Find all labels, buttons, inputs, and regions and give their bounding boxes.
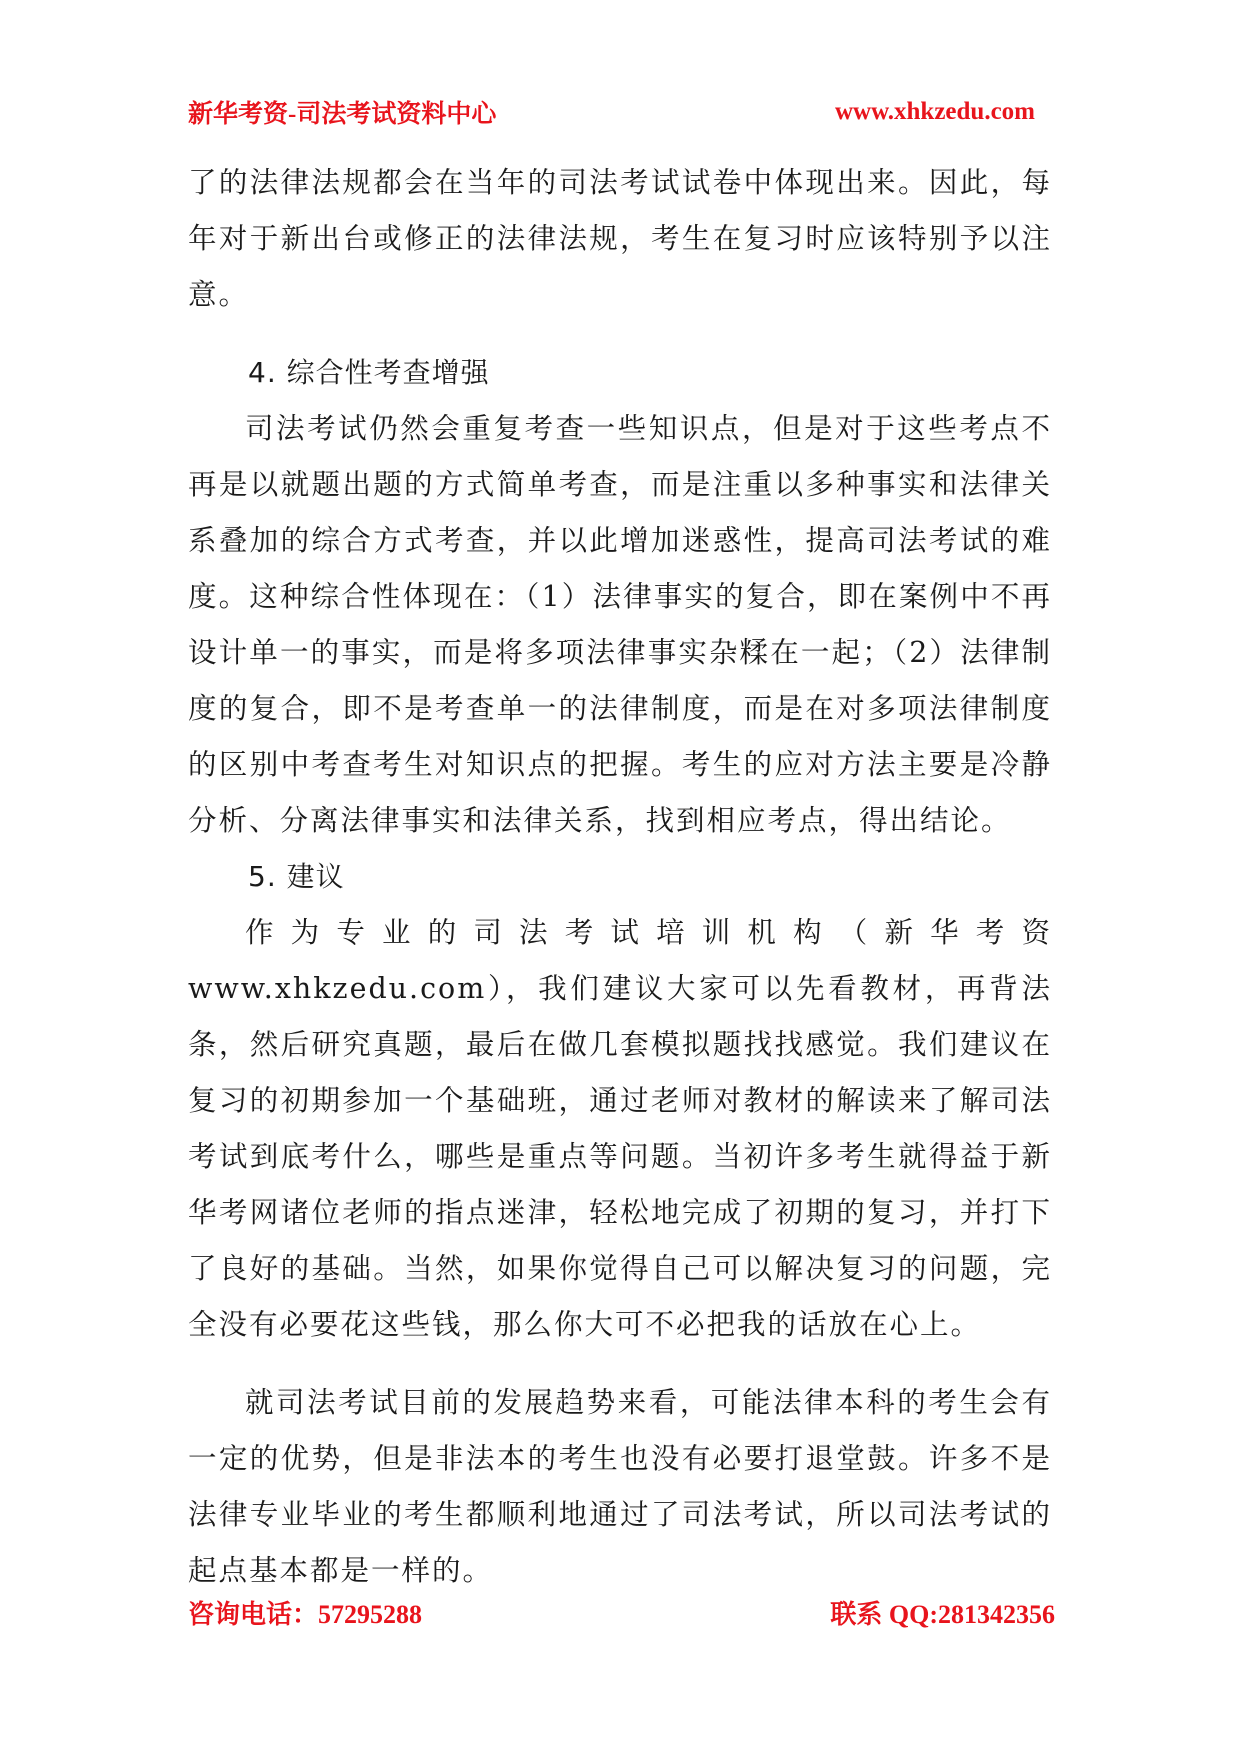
page-header [188,92,1035,132]
page-footer [188,1592,1055,1632]
header-url: www.xhkzedu.com [834,98,1035,125]
section-4-paragraph: 司法考试仍然会重复考查一些知识点，但是对于这些考点不再是以就题出题的方式简单考查，而是注重以多种事实和法律关系叠加的综合方式考查，并以此增加迷惑性，提高司法考试的难度。这种综合性体现在：（1）法律事实的复合，即在案例中不再设计单一的事实，而是将多项法律事实杂糅在一起；（2）法律制度的复合，即不是考查单一的法律制度，而是在对多项法律制度的区别中考查考生对知识点的把握。考生的应对方法主要是冷静分析、分离法律事实和法律关系，找到相应考点，得出结论。 [188,412,1052,837]
header-title: 新华考资-司法考试资料中心 [188,101,497,128]
document-body [188,155,1052,1599]
section-5-paragraph-2: 就司法考试目前的发展趋势来看，可能法律本科的考生会有一定的优势，但是非法本的考生也没有必要打退堂鼓。许多不是法律专业毕业的考生都顺利地通过了司法考试，所以司法考试的起点基本都是一样的。 [188,1386,1052,1587]
section-5-paragraph-1: 作为专业的司法考试培训机构（新华考资www.xhkzedu.com），我们建议大家可以先看教材，再背法条，然后研究真题，最后在做几套模拟题找找感觉。我们建议在复习的初期参加一个基础班，通过老师对教材的解读来了解司法考试到底考什么，哪些是重点等问题。当初许多考生就得益于新华考网诸位老师的指点迷津，轻松地完成了初期的复习，并打下了良好的基础。当然，如果你觉得自己可以解决复习的问题，完全没有必要花这些钱，那么你大可不必把我的话放在心上。 [188,916,1052,1341]
section-heading-4: 4. 综合性考查增强 [248,356,490,389]
footer-phone: 咨询电话：57295288 [188,1599,423,1629]
intro-paragraph: 了的法律法规都会在当年的司法考试试卷中体现出来。因此，每年对于新出台或修正的法律法规，考生在复习时应该特别予以注意。 [188,166,1052,311]
footer-qq: 联系 QQ:281342356 [830,1599,1055,1629]
section-heading-5: 5. 建议 [248,860,345,893]
